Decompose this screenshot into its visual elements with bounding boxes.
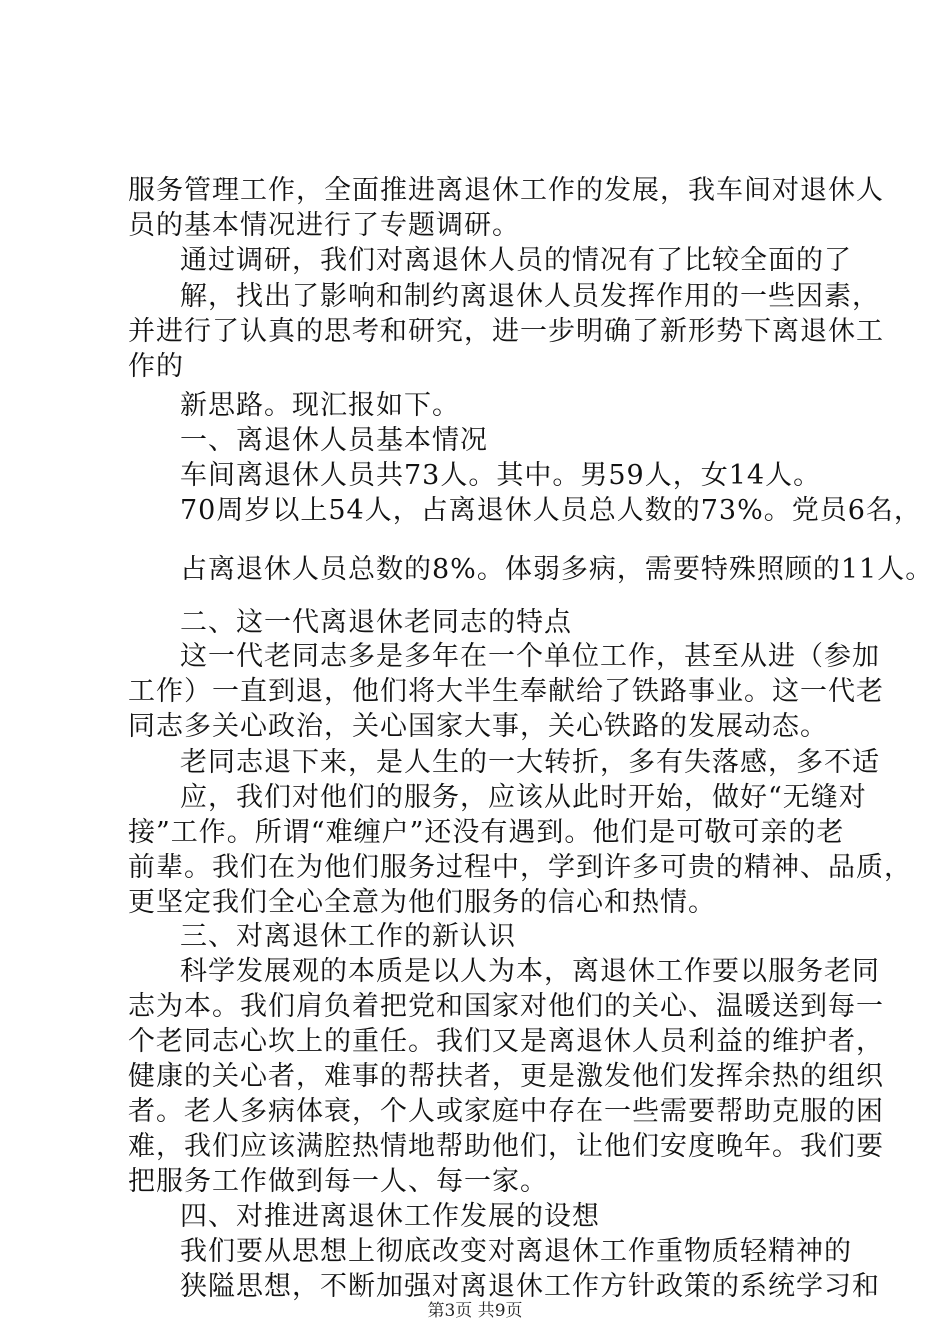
text-line: 新思路。现汇报如下。 bbox=[180, 390, 460, 421]
text-line: 占离退休人员总数的8%。体弱多病，需要特殊照顾的11人。 bbox=[180, 554, 934, 585]
section-heading: 四、对推进离退休工作发展的设想 bbox=[180, 1201, 600, 1232]
section-heading: 三、对离退休工作的新认识 bbox=[180, 921, 516, 952]
text-line: 解，找出了影响和制约离退休人员发挥作用的一些因素， bbox=[180, 281, 880, 312]
text-line: 更坚定我们全心全意为他们服务的信心和热情。 bbox=[128, 887, 716, 918]
text-line: 同志多关心政治，关心国家大事，关心铁路的发展动态。 bbox=[128, 711, 828, 742]
text-line: 这一代老同志多是多年在一个单位工作，甚至从进（参加 bbox=[180, 641, 880, 672]
text-line: 者。老人多病体衰，个人或家庭中存在一些需要帮助克服的困 bbox=[128, 1096, 884, 1127]
text-line: 接”工作。所谓“难缠户”还没有遇到。他们是可敬可亲的老 bbox=[128, 817, 845, 848]
text-line: 70周岁以上54人，占离退休人员总人数的73%。党员6名， bbox=[180, 495, 922, 526]
text-line: 我们要从思想上彻底改变对离退休工作重物质轻精神的 bbox=[180, 1236, 852, 1267]
text-line: 工作）一直到退，他们将大半生奉献给了铁路事业。这一代老 bbox=[128, 676, 884, 707]
text-line: 作的 bbox=[128, 351, 184, 382]
text-line: 员的基本情况进行了专题调研。 bbox=[128, 210, 520, 241]
text-line: 并进行了认真的思考和研究，进一步明确了新形势下离退休工 bbox=[128, 316, 884, 347]
text-line: 服务管理工作，全面推进离退休工作的发展，我车间对退休人 bbox=[128, 175, 884, 206]
text-line: 前辈。我们在为他们服务过程中，学到许多可贵的精神、品质， bbox=[128, 852, 912, 883]
text-line: 把服务工作做到每一人、每一家。 bbox=[128, 1166, 548, 1197]
text-line: 科学发展观的本质是以人为本，离退休工作要以服务老同 bbox=[180, 956, 880, 987]
text-line: 老同志退下来，是人生的一大转折，多有失落感，多不适 bbox=[180, 747, 880, 778]
text-line: 车间离退休人员共73人。其中。男59人，女14人。 bbox=[180, 460, 822, 491]
text-line: 健康的关心者，难事的帮扶者，更是激发他们发挥余热的组织 bbox=[128, 1061, 884, 1092]
section-heading: 一、离退休人员基本情况 bbox=[180, 425, 488, 456]
text-line: 应，我们对他们的服务，应该从此时开始，做好“无缝对 bbox=[180, 782, 867, 813]
text-line: 狭隘思想，不断加强对离退休工作方针政策的系统学习和 bbox=[180, 1271, 880, 1302]
text-line: 个老同志心坎上的重任。我们又是离退休人员利益的维护者， bbox=[128, 1026, 884, 1057]
text-line: 志为本。我们肩负着把党和国家对他们的关心、温暖送到每一 bbox=[128, 991, 884, 1022]
section-heading: 二、这一代离退休老同志的特点 bbox=[180, 607, 572, 638]
text-line: 通过调研，我们对离退休人员的情况有了比较全面的了 bbox=[180, 245, 852, 276]
text-line: 难，我们应该满腔热情地帮助他们，让他们安度晚年。我们要 bbox=[128, 1131, 884, 1162]
page-number: 第3页 共9页 bbox=[427, 1301, 523, 1321]
